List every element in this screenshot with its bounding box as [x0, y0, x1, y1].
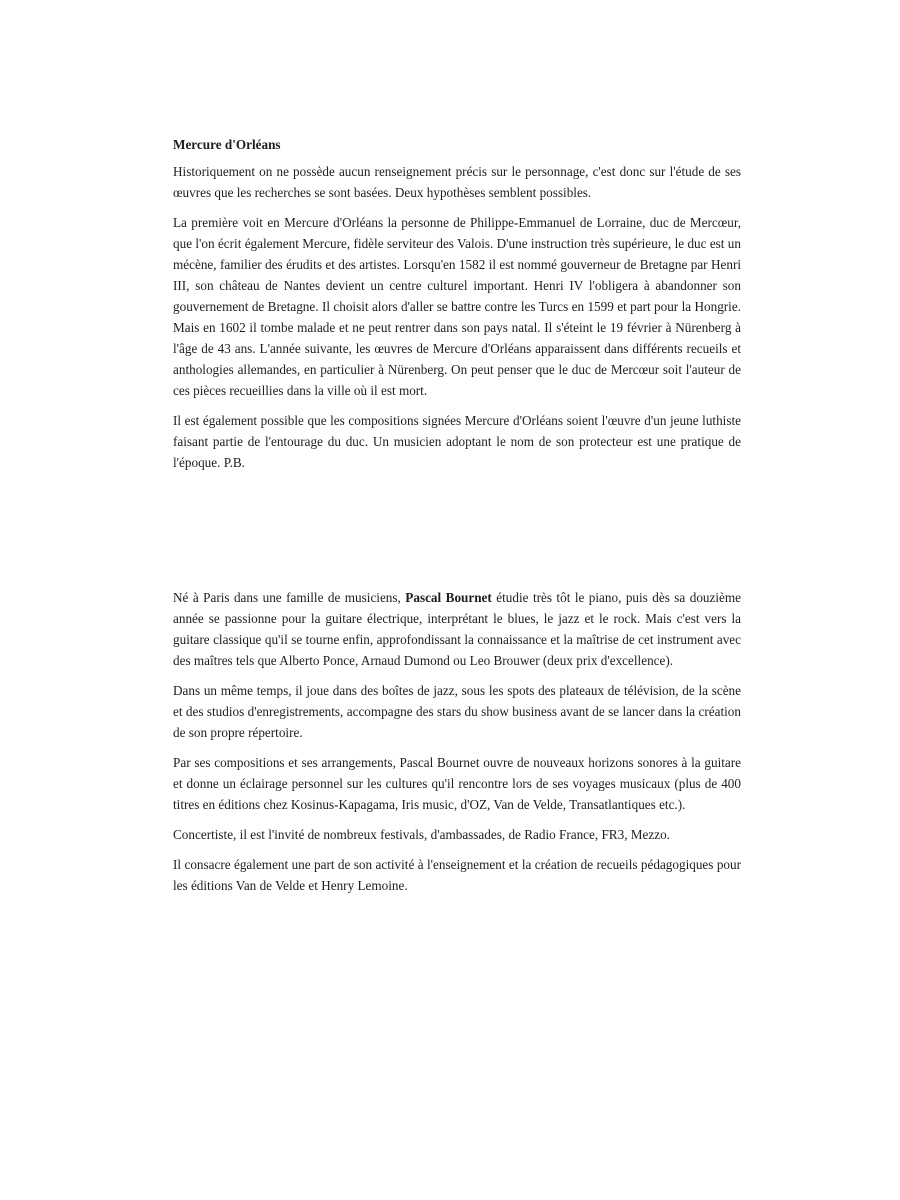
body-paragraph: Par ses compositions et ses arrangements, Pascal Bournet ouvre de nouveaux horizons sonores à la guitare et donne un éclairage personnel sur les cultures qu'il rencontre lors de ses voyages musicaux (plus de 400 titres en éditions chez Kosinus-Kapagama, Iris music, d'OZ, Van de Velde, Transatlantiques etc.).	[173, 755, 741, 812]
mercure-section	[173, 134, 741, 482]
artist-name: Pascal Bournet	[405, 590, 492, 605]
body-paragraph: La première voit en Mercure d'Orléans la personne de Philippe-Emmanuel de Lorraine, duc de Mercœur, que l'on écrit également Mercure, fidèle serviteur des Valois. D'une instruction très supérieure, le duc est un mécène, familier des érudits et des artistes. Lorsqu'en 1582 il est nommé gouverneur de Bretagne par Henri III, son château de Nantes devient un centre culturel important. Henri IV l'obligera à abandonner son gouvernement de Bretagne. Il choisit alors d'aller se battre contre les Turcs en 1599 et part pour la Hongrie. Mais en 1602 il tombe malade et ne peut rentrer dans son pays natal. Il s'éteint le 19 février à Nürenberg à l'âge de 43 ans. L'année suivante, les œuvres de Mercure d'Orléans apparaissent dans différents recueils et anthologies allemandes, en particulier à Nürenberg. On peut penser que le duc de Mercœur soit l'auteur de ces pièces recueillies dans la ville où il est mort.	[173, 215, 741, 398]
biography-intro-paragraph	[173, 587, 741, 671]
biography-section	[173, 587, 741, 905]
body-paragraph: Concertiste, il est l'invité de nombreux festivals, d'ambassades, de Radio France, FR3, Mezzo.	[173, 827, 670, 842]
body-paragraph: Il consacre également une part de son activité à l'enseignement et la création de recueils pédagogiques pour les éditions Van de Velde et Henry Lemoine.	[173, 857, 741, 893]
body-paragraph: Historiquement on ne possède aucun renseignement précis sur le personnage, c'est donc sur l'étude de ses œuvres que les recherches se sont basées. Deux hypothèses semblent possibles.	[173, 164, 741, 200]
body-paragraph: Dans un même temps, il joue dans des boîtes de jazz, sous les spots des plateaux de télévision, de la scène et des studios d'enregistrements, accompagne des stars du show business avant de se lancer dans la création de son propre répertoire.	[173, 683, 741, 740]
section-title: Mercure d'Orléans	[173, 137, 281, 152]
body-paragraph: Il est également possible que les compositions signées Mercure d'Orléans soient l'œuvre d'un jeune luthiste faisant partie de l'entourage du duc. Un musicien adoptant le nom de son protecteur est une pratique de l'époque. P.B.	[173, 413, 741, 470]
intro-text-end: étudie très tôt le piano, puis dès sa douzième année se passionne pour la guitare électrique, interprétant le blues, le jazz et le rock. Mais c'est vers la guitare classique qu'il se tourne enfin, approfondissant la connaissance et la maîtrise de cet instrument avec des maîtres tels que Alberto Ponce, Arnaud Dumond ou Leo Brouwer (deux prix d'excellence).	[173, 590, 742, 668]
intro-text-start: Né à Paris dans une famille de musiciens,	[173, 590, 406, 605]
